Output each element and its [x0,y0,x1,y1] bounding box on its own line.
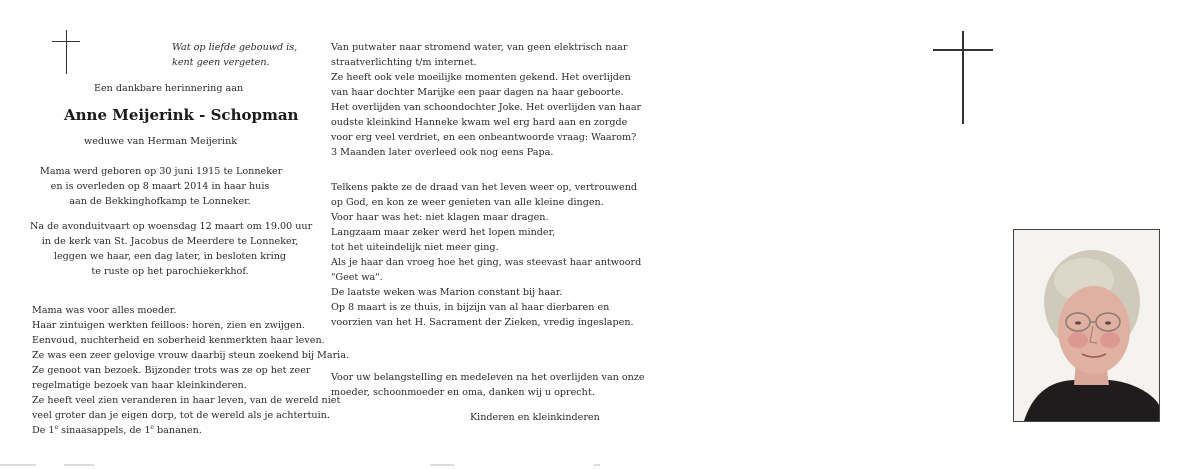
p1-line-1: Van putwater naar stromend water, van geen elektrisch naar [331,42,628,53]
thanks-line-1: Voor uw belangstelling en medeleven na het overlijden van onze [331,372,645,383]
mother-line-6: regelmatige bezoek van haar kleinkinderen. [32,380,247,391]
p1-line-2: straatverlichting t/m internet. [331,57,477,68]
scan-mark [594,464,600,466]
born-line-1: Mama werd geboren op 30 juni 1915 te Lonneker [40,166,283,177]
p2-line-7: "Geet wa". [331,272,383,283]
portrait-photo [1013,229,1160,422]
scan-mark [64,464,94,466]
fruit-text-a: De 1 [32,425,55,436]
thanks-line-2: moeder, schoonmoeder en oma, danken wij u oprecht. [331,387,595,398]
p1-line-6: oudste kleinkind Hanneke kwam wel erg hard aan en zorgde [331,117,628,128]
service-line-3: leggen we haar, een dag later, in besloten kring [53,251,287,262]
deceased-name: Anne Meijerink - Schopman [64,106,299,124]
p2-line-10: voorzien van het H. Sacrament der Zieken, vredig ingeslapen. [331,317,634,328]
mother-line-7: Ze heeft veel zien veranderen in haar leven, van de wereld niet [32,395,341,406]
motto-line-1: Wat op liefde gebouwd is, [172,42,298,53]
p1-line-3: Ze heeft ook vele moeilijke momenten gekend. Het overlijden [331,72,631,83]
born-line-3: aan de Bekkinghofkamp te Lonneker. [69,196,251,207]
p1-line-4: van haar dochter Marijke een paar dagen na haar geboorte. [331,87,624,98]
portrait-illustration [1014,230,1159,421]
p1-line-5: Het overlijden van schoondochter Joke. Het overlijden van haar [331,102,642,113]
p1-line-7: voor erg veel verdriet, en een onbeantwoorde vraag: Waarom? [331,132,637,143]
p2-line-3: Voor haar was het: niet klagen maar dragen. [331,212,549,223]
p1-line-8: 3 Maanden later overleed ook nog eens Papa. [331,147,554,158]
widow-line: weduwe van Herman Meijerink [84,136,238,147]
p2-line-1: Telkens pakte ze de draad van het leven weer op, vertrouwend [331,182,638,193]
mother-line-2: Haar zintuigen werkten feilloos: horen, zien en zwijgen. [32,320,305,331]
fruit-sup-1: e [54,423,59,431]
p2-line-5: tot het uiteindelijk niet meer ging. [331,242,499,253]
service-line-4: te ruste op het parochiekerkhof. [91,266,249,277]
p2-line-9: Op 8 maart is ze thuis, in bijzijn van al haar dierbaren en [331,302,610,313]
service-line-1: Na de avonduitvaart op woensdag 12 maart om 19.00 uur [30,221,313,232]
fruit-text-b: sinaasappels, de 1 [58,425,151,436]
mother-line-5: Ze genoot van bezoek. Bijzonder trots was ze op het zeer [32,365,311,376]
mother-line-1: Mama was voor alles moeder. [32,305,177,316]
mother-line-4: Ze was een zeer gelovige vrouw daarbij steun zoekend bij Maria. [32,350,350,361]
fruit-text-c: bananen. [153,425,202,436]
scan-mark [0,464,36,466]
scan-mark [430,464,454,466]
p2-line-6: Als je haar dan vroeg hoe het ging, was steevast haar antwoord [331,257,642,268]
motto-line-2: kent geen vergeten. [172,57,270,68]
born-line-2: en is overleden op 8 maart 2014 in haar huis [50,181,270,192]
intro-text: Een dankbare herinnering aan [94,83,244,94]
mother-line-3: Eenvoud, nuchterheid en soberheid kenmerkten haar leven. [32,335,325,346]
p2-line-2: op God, en kon ze weer genieten van alle kleine dingen. [331,197,604,208]
mother-line-8: veel groter dan je eigen dorp, tot de wereld als je achtertuin. [32,410,330,421]
p2-line-4: Langzaam maar zeker werd het lopen minder, [331,227,556,238]
mother-line-9 [32,423,202,439]
service-line-2: in de kerk van St. Jacobus de Meerdere te Lonneker, [41,236,299,247]
signature: Kinderen en kleinkinderen [470,412,600,423]
fruit-sup-2: e [150,423,154,431]
p2-line-8: De laatste weken was Marion constant bij haar. [331,287,563,298]
